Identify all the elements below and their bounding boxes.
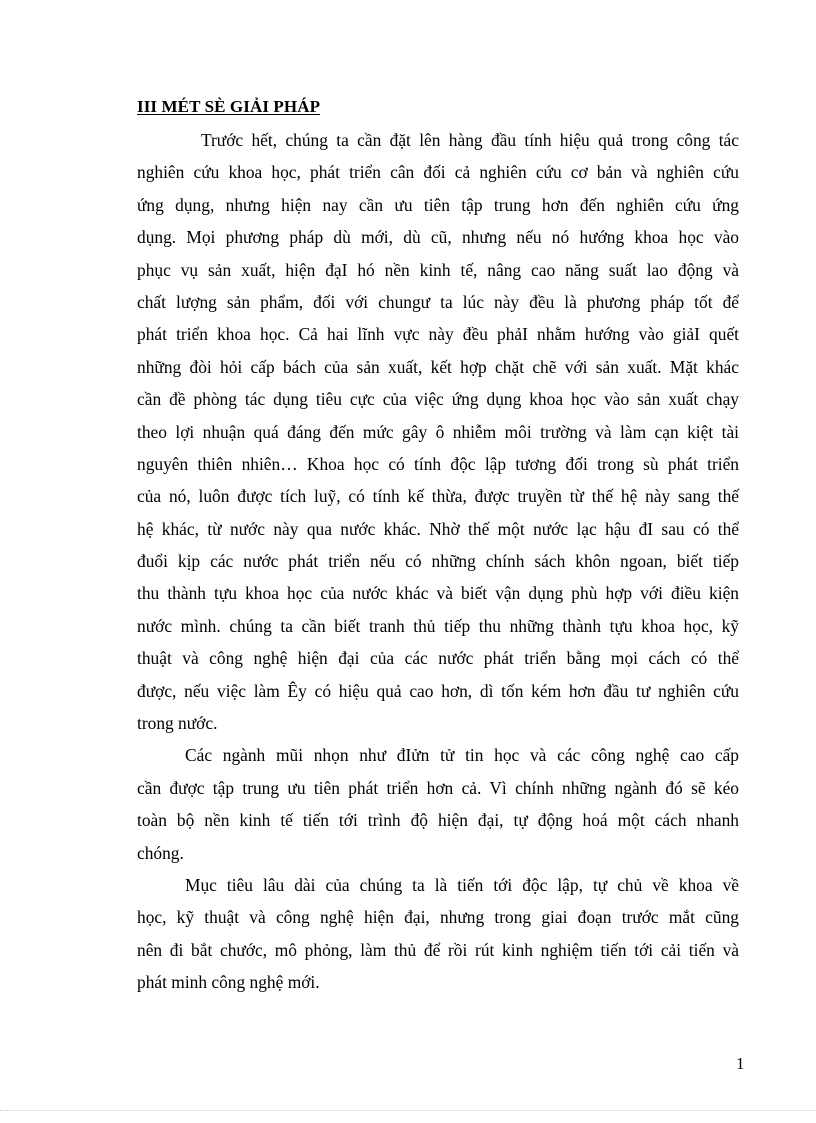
body-text	[137, 124, 739, 999]
text-line: chất lượng sản phẩm, đối với chungư ta lúc này đều là phương pháp tốt để	[137, 291, 739, 312]
text-line: Các ngành mũi nhọn như đIửn tử tin học và các công nghệ cao cấp	[185, 745, 739, 766]
text-line: thu thành tựu khoa học của nước khác và biết vận dụng phù hợp với điều kiện	[137, 583, 739, 604]
text-line: thuật và công nghệ hiện đại của các nước phát triển bằng mọi cách có thể	[137, 648, 739, 669]
text-line: toàn bộ nền kinh tế tiến tới trình độ hiện đại, tự động hoá một cách nhanh	[137, 810, 739, 831]
page-number: 1	[736, 1054, 745, 1073]
text-line: trong nước.	[137, 713, 218, 734]
text-line: cần đề phòng tác dụng tiêu cực của việc ứng dụng khoa học vào sản xuất chạy	[137, 389, 739, 410]
text-line: Mục tiêu lâu dài của chúng ta là tiến tới độc lập, tự chủ về khoa về	[185, 874, 739, 895]
text-line: Trước hết, chúng ta cần đặt lên hàng đầu tính hiệu quả trong công tác	[201, 130, 739, 150]
text-line: nên đi bắt chước, mô phỏng, làm thủ để rồi rút kinh nghiệm tiến tới cải tiến và	[137, 939, 739, 960]
text-line: nguyên thiên nhiên… Khoa học có tính độc lập tương đối trong sù phát triển	[137, 453, 739, 474]
text-line: theo lợi nhuận quá đáng đến mức gây ô nhiễm môi trường và làm cạn kiệt tài	[137, 421, 739, 442]
text-line: dụng. Mọi phương pháp dù mới, dù cũ, nhưng nếu nó hướng khoa học vào	[137, 227, 739, 248]
paragraph-3	[137, 869, 739, 999]
text-line: phát minh công nghệ mới.	[137, 972, 320, 993]
text-line: cần được tập trung ưu tiên phát triển hơn cả. Vì chính những ngành đó sẽ kéo	[137, 777, 739, 798]
text-line: nghiên cứu khoa học, phát triển cân đối cả nghiên cứu cơ bản và nghiên cứu	[137, 162, 739, 183]
paragraph-2	[137, 739, 739, 869]
text-line: nước mình. chúng ta cần biết tranh thủ tiếp thu những thành tựu khoa học, kỹ	[137, 615, 739, 636]
text-line: hệ khác, từ nước này qua nước khác. Nhờ thế một nước lạc hậu đI sau có thể	[137, 518, 739, 539]
page-bottom-divider	[0, 1110, 816, 1111]
section-heading: III MÉT SÈ GIẢI PHÁP	[137, 97, 321, 116]
text-line: phát triển khoa học. Cả hai lĩnh vực này đều phảI nhằm hướng vào giảI quết	[137, 324, 739, 345]
text-line: học, kỹ thuật và công nghệ hiện đại, nhưng trong giai đoạn trước mắt cũng	[137, 907, 739, 928]
text-line: của nó, luôn được tích luỹ, có tính kế thừa, được truyền từ thế hệ này sang thế	[137, 486, 739, 507]
text-line: được, nếu việc làm Êy có hiệu quả cao hơn, dì tốn kém hơn đầu tư nghiên cứu	[137, 680, 739, 701]
text-line: chóng.	[137, 842, 184, 863]
text-line: phục vụ sản xuất, hiện đạI hó nền kinh tế, nâng cao năng suất lao động và	[137, 259, 739, 280]
text-line: đuổi kịp các nước phát triển nếu có những chính sách khôn ngoan, biết tiếp	[137, 551, 739, 572]
text-line: những đòi hỏi cấp bách của sản xuất, kết hợp chặt chẽ với sản xuất. Mặt khác	[137, 356, 739, 377]
paragraph-1	[137, 124, 739, 739]
text-line: ứng dụng, nhưng hiện nay cần ưu tiên tập trung hơn đến nghiên cứu ứng	[137, 194, 739, 215]
